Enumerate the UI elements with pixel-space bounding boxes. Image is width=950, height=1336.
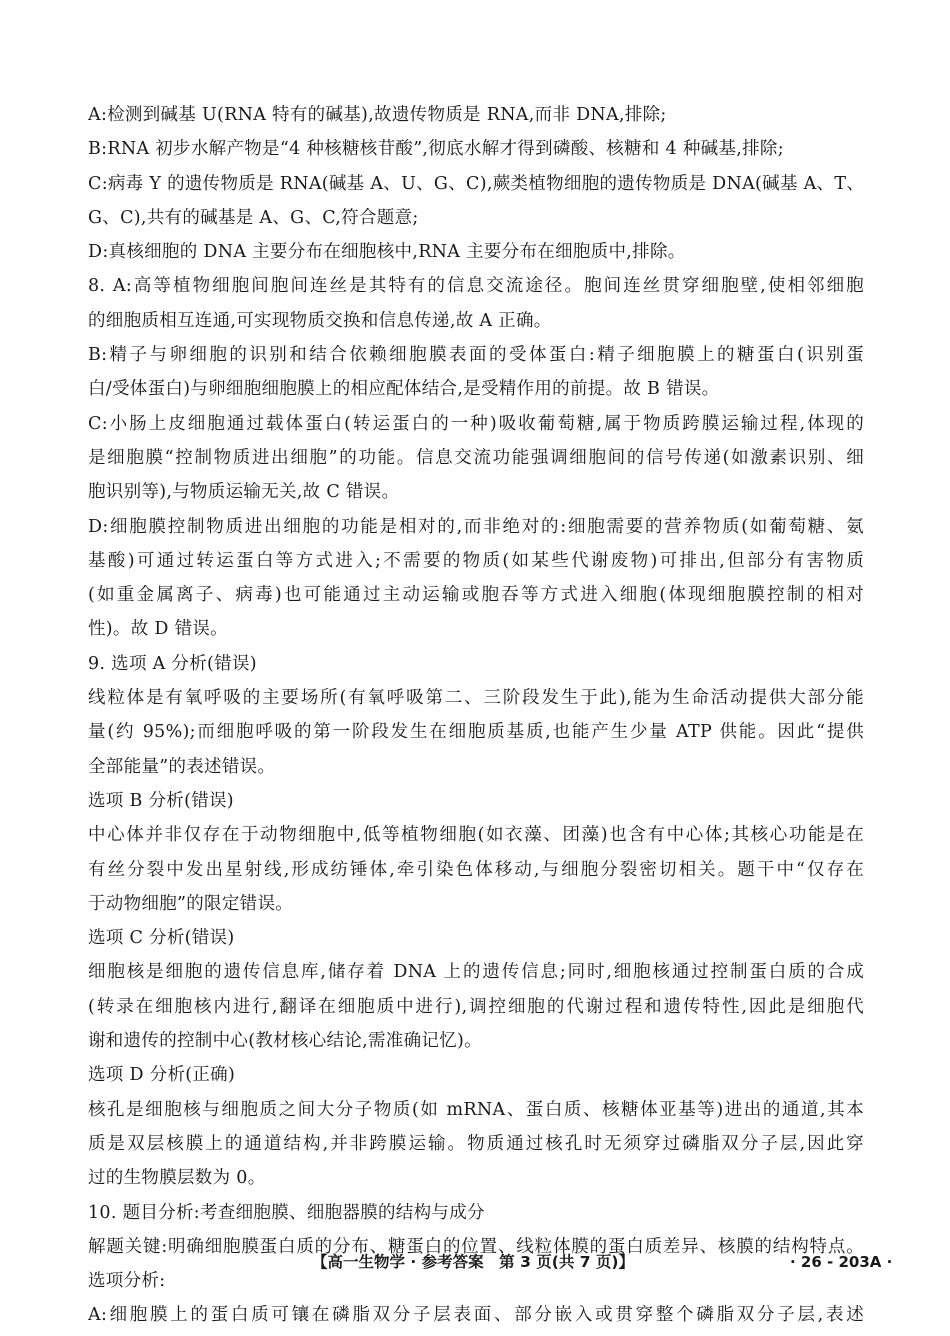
text-line: 中心体并非仅存在于动物细胞中,低等植物细胞(如衣藻、团藻)也含有中心体;其核心功能是在 (88, 825, 864, 846)
text-line: G、C),共有的碱基是 A、G、C,符合题意; (88, 207, 419, 228)
text-line: 胞识别等),与物质运输无关,故 C 错误。 (88, 482, 400, 503)
text-line-q9-heading-b: 选项 B 分析(错误) (88, 790, 234, 811)
text-line-q7-option-a: A:检测到碱基 U(RNA 特有的碱基),故遗传物质是 RNA,而非 DNA,排除; (88, 105, 667, 125)
text-line: 质是双层核膜上的通道结构,并非跨膜运输。物质通过核孔时无须穿过磷脂双分子层,因此穿 (88, 1133, 864, 1154)
text-line-q8-option-c: C:小肠上皮细胞通过载体蛋白(转运蛋白的一种)吸收葡萄糖,属于物质跨膜运输过程,体现的 (88, 413, 864, 434)
text-line: 细胞核是细胞的遗传信息库,储存着 DNA 上的遗传信息;同时,细胞核通过控制蛋白质的合成 (88, 962, 864, 983)
text-line: 是细胞膜“控制物质进出细胞”的功能。信息交流功能强调细胞间的信号传递(如激素识别、细 (88, 447, 864, 468)
footer-doc-code: · 26 - 203A · (790, 1253, 893, 1271)
text-line: 量(约 95%);而细胞呼吸的第一阶段发生在细胞质基质,也能产生少量 ATP 供能。因此“提供 (88, 722, 864, 743)
text-line-q9-heading-a: 9. 选项 A 分析(错误) (88, 653, 257, 674)
text-line: (转录在细胞核内进行,翻译在细胞质中进行),调控细胞的代谢过程和遗传特性,因此是细胞代 (88, 996, 864, 1017)
text-line: 基酸)可通过转运蛋白等方式进入;不需要的物质(如某些代谢废物)可排出,但部分有害物质 (88, 550, 864, 571)
text-line: 过的生物膜层数为 0。 (88, 1168, 266, 1189)
text-line-q9-heading-d: 选项 D 分析(正确) (88, 1065, 236, 1086)
text-line-q7-option-d: D:真核细胞的 DNA 主要分布在细胞核中,RNA 主要分布在细胞质中,排除。 (88, 242, 686, 263)
text-line: 性)。故 D 错误。 (88, 619, 228, 640)
text-line: 全部能量”的表述错误。 (88, 756, 276, 777)
text-line-q7-option-c: C:病毒 Y 的遗传物质是 RNA(碱基 A、U、G、C),蕨类植物细胞的遗传物质是 DNA(碱基 A、T、 (88, 173, 864, 194)
text-line: 谢和遗传的控制中心(教材核心结论,需准确记忆)。 (88, 1031, 482, 1052)
text-line-q10-option-a: A:细胞膜上的蛋白质可镶在磷脂双分子层表面、部分嵌入或贯穿整个磷脂双分子层,表述 (88, 1305, 864, 1326)
text-line: 白/受体蛋白)与卵细胞细胞膜上的相应配体结合,是受精作用的前提。故 B 错误。 (88, 379, 720, 400)
text-line-q7-option-b: B:RNA 初步水解产物是“4 种核糖核苷酸”,彻底水解才得到磷酸、核糖和 4 种碱基,排除; (88, 139, 784, 160)
page-footer (0, 1250, 950, 1274)
text-line-q8-option-d: D:细胞膜控制物质进出细胞的功能是相对的,而非绝对的:细胞需要的营养物质(如葡萄糖、氨 (88, 516, 864, 537)
text-line-q10-options-heading: 选项分析: (88, 1271, 166, 1292)
text-line: (如重金属离子、病毒)也可能通过主动运输或胞吞等方式进入细胞(体现细胞膜控制的相对 (88, 585, 864, 606)
text-line: 的细胞质相互连通,可实现物质交换和信息传递,故 A 正确。 (88, 310, 552, 331)
text-line: 线粒体是有氧呼吸的主要场所(有氧呼吸第二、三阶段发生于此),能为生命活动提供大部分能 (88, 688, 864, 709)
text-line: 有丝分裂中发出星射线,形成纺锤体,牵引染色体移动,与细胞分裂密切相关。题干中“仅存在 (88, 859, 864, 880)
text-line-q8-option-b: B:精子与卵细胞的识别和结合依赖细胞膜表面的受体蛋白:精子细胞膜上的糖蛋白(识别蛋 (88, 345, 864, 366)
text-line-q10-key: 解题关键:明确细胞膜蛋白质的分布、糖蛋白的位置、线粒体膜的蛋白质差异、核膜的结构特点。 (88, 1236, 864, 1257)
text-line-q9-heading-c: 选项 C 分析(错误) (88, 928, 235, 949)
text-line-q8-option-a: 8. A:高等植物细胞间胞间连丝是其特有的信息交流途径。胞间连丝贯穿细胞壁,使相邻细胞 (88, 276, 864, 297)
text-line-q10-analysis: 10. 题目分析:考查细胞膜、细胞器膜的结构与成分 (88, 1202, 485, 1223)
text-line: 核孔是细胞核与细胞质之间大分子物质(如 mRNA、蛋白质、核糖体亚基等)进出的通道,其本 (88, 1099, 864, 1120)
footer-page-info: 【高一生物学 · 参考答案 第 3 页(共 7 页)】 (312, 1253, 635, 1271)
text-line: 于动物细胞”的限定错误。 (88, 893, 294, 914)
answer-text-body (88, 98, 864, 1333)
